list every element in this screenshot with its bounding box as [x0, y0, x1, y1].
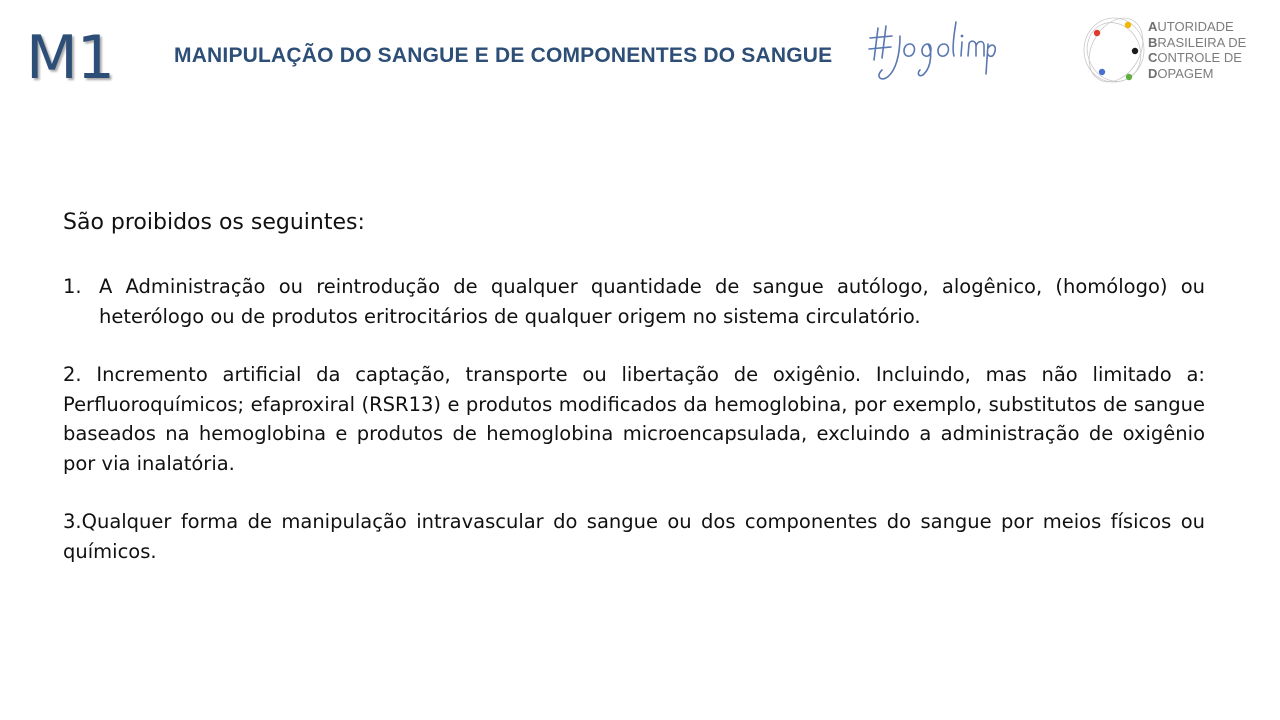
list-item-1-text: A Administração ou reintrodução de qualquer quantidade de sangue autólogo, alogênico, (homólogo) ou heterólogo ou de produtos eritrocitários de qualquer origem no sistema circulatório. [99, 275, 1205, 328]
logo-line-4: DOPAGEM [1148, 65, 1214, 81]
logo-line-2: BRASILEIRA DE [1148, 34, 1247, 50]
intro-text: São proibidos os seguintes: [63, 210, 365, 235]
logo-line-1: AUTORIDADE [1148, 19, 1234, 34]
page-title: MANIPULAÇÃO DO SANGUE E DE COMPONENTES DO SANGUE [174, 44, 833, 67]
logo-line-3: CONTROLE DE [1148, 50, 1242, 65]
body-content [63, 208, 1205, 566]
list-item-1 [63, 272, 1205, 331]
abcd-logo-text [1148, 19, 1246, 81]
list-item-3: 3.Qualquer forma de manipulação intravascular do sangue ou dos componentes do sangue por meios físicos ou químicos. [63, 510, 1205, 563]
list-item-2: 2. Incremento artificial da captação, transporte ou libertação de oxigênio. Incluindo, mas não limitado a: Perfluoroquímicos; efaproxiral (RSR13) e produtos modificados da hemoglobina, por exemplo, substitutos de sangue baseados na hemoglobina e produtos de hemoglobina microencapsulada, excluindo a administração de oxigênio por via inalatória. [63, 363, 1205, 475]
section-code: M1 [26, 23, 114, 93]
list-item-1-number: 1. [63, 275, 82, 298]
jogolimpo-hashtag-logo [866, 14, 996, 86]
